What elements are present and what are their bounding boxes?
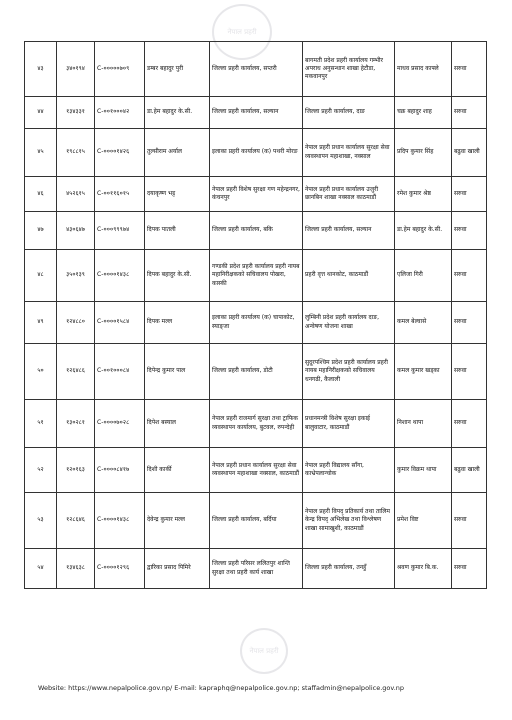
website-label: Website:: [38, 684, 69, 692]
row-number: ३४०१९४: [57, 42, 95, 97]
row-status: सरुवा: [452, 493, 487, 549]
row-number: १९८८१५: [57, 129, 95, 177]
footer: [38, 684, 488, 692]
row-serial: ४५: [25, 129, 57, 177]
row-serial: ५२: [25, 448, 57, 493]
row-code: C-०००९९९७४: [95, 212, 145, 250]
watermark-text: नेपाल प्रहरी: [249, 646, 279, 655]
row-replacement: रमेश कुमार श्रेष्ठ: [395, 177, 452, 212]
row-serial: ४८: [25, 250, 57, 302]
row-status: सरुवा: [452, 250, 487, 302]
row-serial: ५०: [25, 344, 57, 400]
row-to-office: नेपाल प्रहरी विपद् प्रतिकार्य तथा तालिम केन्द्र विपद् अभिलेख तथा विश्लेषण शाखा सामाखुशी, काठमाडौं: [303, 493, 395, 549]
email-label: E-mail:: [172, 684, 199, 692]
row-replacement: डा.हेम बहादुर के.सी.: [395, 212, 452, 250]
row-number: १२६४८६: [57, 344, 95, 400]
row-to-office: प्रधानमन्त्री विशेष सुरक्षा इकाई बालुवाटार, काठमाडौं: [303, 400, 395, 448]
row-serial: ४४: [25, 97, 57, 129]
row-serial: ४७: [25, 212, 57, 250]
row-to-office: लुम्बिनी प्रदेश प्रहरी कार्यालय दाङ, अन्वेषण योजना शाखा: [303, 302, 395, 344]
row-serial: ४३: [25, 42, 57, 97]
row-from-office: नेपाल प्रहरी राजमार्ग सुरक्षा तथा ट्राफिक व्यवस्थापन कार्यालय, बुटवल, रुपन्देही: [210, 400, 303, 448]
row-code: C-००००१४२६: [95, 129, 145, 177]
row-replacement: निशान थापा: [395, 400, 452, 448]
row-name: दिपेन्द्र कुमार पाल: [145, 344, 210, 400]
row-to-office: जिल्ला प्रहरी कार्यालय, सल्यान: [303, 212, 395, 250]
table-row: [25, 42, 487, 97]
row-status: सरुवा: [452, 97, 487, 129]
row-to-office: जिल्ला प्रहरी कार्यालय, दाङ: [303, 97, 395, 129]
row-code: C-०००००७०९: [95, 42, 145, 97]
row-from-office: जिल्ला प्रहरी कार्यालय, सप्तरी: [210, 42, 303, 97]
row-from-office: जिल्ला प्रहरी कार्यालय, सल्यान: [210, 97, 303, 129]
row-to-office: सुदूरपश्चिम प्रदेश प्रहरी कार्यालय प्रहरी नायब महानिरीक्षकको सचिवालय धनगढी, कैलाली: [303, 344, 395, 400]
row-to-office: जिल्ला प्रहरी कार्यालय, तनहुँ: [303, 549, 395, 589]
row-name: दिपक पातली: [145, 212, 210, 250]
table-row: [25, 250, 487, 302]
row-to-office: नेपाल प्रहरी विद्यालय साँगा, काभ्रेपलान्चोक: [303, 448, 395, 493]
row-replacement: कमल बेल्वासे: [395, 302, 452, 344]
row-serial: ५३: [25, 493, 57, 549]
row-status: सरुवा: [452, 302, 487, 344]
table-row: [25, 493, 487, 549]
website-link[interactable]: https://www.nepalpolice.gov.np/: [68, 684, 173, 692]
row-code: C-००००१२९६: [95, 549, 145, 589]
table-body: [25, 42, 487, 589]
row-name: द्वारिका प्रसाद पिमिरे: [145, 549, 210, 589]
row-replacement: प्रमेश विष्ट: [395, 493, 452, 549]
row-from-office: इलाका प्रहरी कार्यालय (क) चापाकोट, स्याङ्जा: [210, 302, 303, 344]
row-code: C-००११६०१५: [95, 177, 145, 212]
email-separator: ;: [297, 684, 302, 692]
row-name: डम्बर बहादुर पुरी: [145, 42, 210, 97]
row-from-office: नेपाल प्रहरी प्रधान कार्यालय सुरक्षा सेवा व्यवस्थापन महाशाखा नक्साल, काठमाडौं: [210, 448, 303, 493]
row-number: १३४३३१: [57, 97, 95, 129]
row-to-office: बागमती प्रदेश प्रहरी कार्यालय गम्भीर अपराध अनुसन्धान शाखा हेटौडा, मकवानपुर: [303, 42, 395, 97]
row-name: देवेन्द्र कुमार मल्ल: [145, 493, 210, 549]
row-name: दयाकृष्ण भट्ट: [145, 177, 210, 212]
row-name: डा.हेम बहादुर के.सी.: [145, 97, 210, 129]
row-replacement: एलिजा गिरी: [395, 250, 452, 302]
row-from-office: जिल्ला प्रहरी परिसर ललितपुर शान्ति सुरक्षा तथा प्रहरी कार्य शाखा: [210, 549, 303, 589]
row-from-office: गण्डकी प्रदेश प्रहरी कार्यालय प्रहरी नायब महानिरीक्षकको सचिवालय पोखरा, कास्की: [210, 250, 303, 302]
row-number: १३०२८१: [57, 400, 95, 448]
watermark-text: नेपाल प्रहरी: [227, 27, 257, 36]
row-serial: ४६: [25, 177, 57, 212]
row-status: सरुवा: [452, 212, 487, 250]
row-number: ४३०६४७: [57, 212, 95, 250]
row-number: १२०१६३: [57, 448, 95, 493]
row-status: सरुवा: [452, 344, 487, 400]
row-name: दिपक बहादुर के.सी.: [145, 250, 210, 302]
row-from-office: जिल्ला प्रहरी कार्यालय, डोटी: [210, 344, 303, 400]
table-row: [25, 97, 487, 129]
row-code: C-००००७०२८: [95, 400, 145, 448]
table-row: [25, 129, 487, 177]
row-replacement: माधव प्रसाद काफ्ले: [395, 42, 452, 97]
row-code: C-००००८४१७: [95, 448, 145, 493]
row-number: ४५२६१५: [57, 177, 95, 212]
row-replacement: प्रदिप कुमार सिंह: [395, 129, 452, 177]
row-from-office: जिल्ला प्रहरी कार्यालय, बकि: [210, 212, 303, 250]
row-status: सरुवा: [452, 549, 487, 589]
row-replacement: चक्र बहादुर शाह: [395, 97, 452, 129]
email-link-kapraphq[interactable]: kapraphq@nepalpolice.gov.np: [198, 684, 298, 692]
row-name: तुल्सीराम अर्याल: [145, 129, 210, 177]
row-code: C-००१०००४२: [95, 97, 145, 129]
row-code: C-००१०००८४: [95, 344, 145, 400]
row-code: C-००००१४३८: [95, 493, 145, 549]
row-serial: ५१: [25, 400, 57, 448]
row-replacement: कमल कुमार खड्का: [395, 344, 452, 400]
table-row: [25, 400, 487, 448]
table-row: [25, 177, 487, 212]
row-status: सरुवा: [452, 400, 487, 448]
row-code: C-००००१४३८: [95, 250, 145, 302]
row-replacement: कुमार विक्रम थापा: [395, 448, 452, 493]
row-status: सरुवा: [452, 177, 487, 212]
row-status: बढुवा खाली: [452, 129, 487, 177]
row-replacement: श्रवण कुमार बि.क.: [395, 549, 452, 589]
table-row: [25, 302, 487, 344]
row-status: बढुवा खाली: [452, 448, 487, 493]
row-name: दिपक मल्ल: [145, 302, 210, 344]
row-from-office: इलाका प्रहरी कार्यालय (क) पथरी मोरङ: [210, 129, 303, 177]
table-row: [25, 448, 487, 493]
row-name: दिपेश बस्याल: [145, 400, 210, 448]
row-number: १२४८८०: [57, 302, 95, 344]
row-serial: ५४: [25, 549, 57, 589]
police-seal-watermark-bottom: [240, 628, 288, 674]
table-row: [25, 212, 487, 250]
row-code: C-००००१५८४: [95, 302, 145, 344]
row-to-office: नेपाल प्रहरी प्रधान कार्यालय उजुरी छानबिन शाखा नक्साल काठमाडौं: [303, 177, 395, 212]
row-number: ३५०१३९: [57, 250, 95, 302]
row-from-office: जिल्ला प्रहरी कार्यालय, बर्दिया: [210, 493, 303, 549]
table-row: [25, 344, 487, 400]
row-number: १३४६३८: [57, 549, 95, 589]
transfer-table: [24, 41, 487, 589]
row-serial: ४९: [25, 302, 57, 344]
email-link-staffadmin[interactable]: staffadmin@nepalpolice.gov.np: [301, 684, 405, 692]
row-to-office: प्रहरी वृत्त थानकोट, काठमाडौं: [303, 250, 395, 302]
row-to-office: नेपाल प्रहरी प्रधान कार्यालय सुरक्षा सेवा व्यवस्थापन महाशाखा, नक्साल: [303, 129, 395, 177]
table-row: [25, 549, 487, 589]
row-name: दिशी कार्की: [145, 448, 210, 493]
row-from-office: नेपाल प्रहरी विशेष सुरक्षा गण महेन्द्रनगर, कंचनपुर: [210, 177, 303, 212]
row-number: १२८६४६: [57, 493, 95, 549]
row-status: सरुवा: [452, 42, 487, 97]
